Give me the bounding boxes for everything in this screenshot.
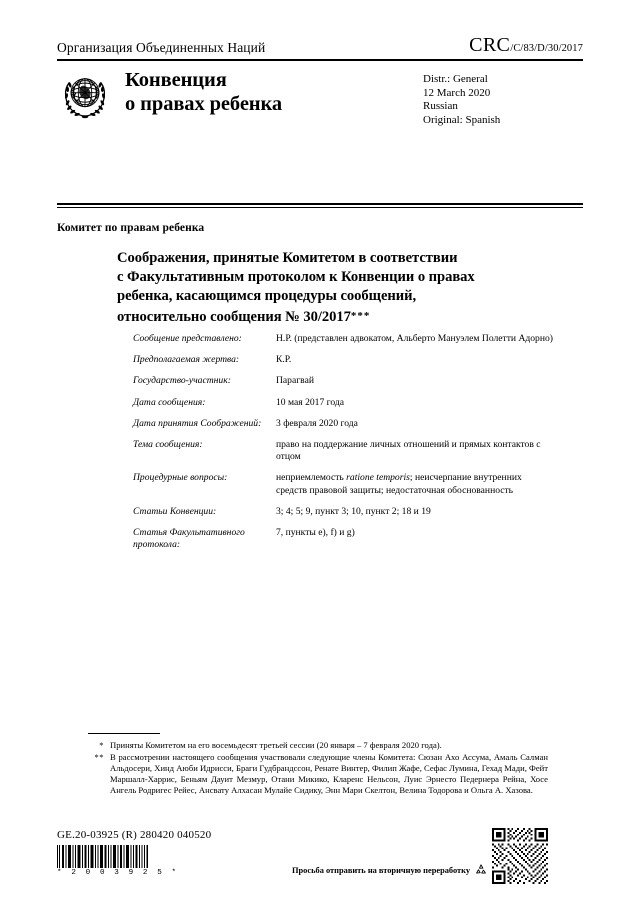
metadata-value: Парагвай xyxy=(276,375,314,387)
page-title-line4 xyxy=(117,307,547,327)
metadata-value: 10 мая 2017 года xyxy=(276,396,345,408)
title-footnote-marker: *** xyxy=(350,309,371,322)
metadata-label: Статья Факультативного протокола: xyxy=(133,527,245,551)
footnotes xyxy=(88,740,548,797)
organization-name: Организация Объединенных Наций xyxy=(57,40,266,55)
metadata-row xyxy=(133,418,553,430)
convention-title xyxy=(125,66,423,116)
metadata-label: Предполагаемая жертва: xyxy=(133,354,240,366)
footnote-text: В рассмотрении настоящего сообщения участвовали следующие члены Комитета: Сюзан Ахо Ассума, Амаль Салман Альдосери, Хинд Аюби Идрисси, Браги Гудбрандссон, Ренате Винтер, Филип Жафе, Сефас Лумина, Гехад Мади, Фейт Маршалл-Харрис, Беньям Дауит Мезмур, Отани Микико, Кларенс Нельсон, Луис Эрнесто Педернера Рейна, Хосе Ангель Родригес Рейес, Ансвату Алхасан Мулайе Сидику, Энн Мари Скелтон, Велина Тодорова и Ольга А. Хазова. xyxy=(110,752,548,796)
metadata-value xyxy=(276,472,553,496)
distribution-language: Russian xyxy=(423,100,458,113)
barcode xyxy=(57,845,179,877)
metadata-row xyxy=(133,354,553,366)
metadata-value-pre: неприемлемость xyxy=(276,472,347,484)
metadata-label: Тема сообщения: xyxy=(133,439,203,451)
metadata-label: Статьи Конвенции: xyxy=(133,505,217,517)
metadata-value: право на поддержание личных отношений и прямых контактов с отцом xyxy=(276,439,541,463)
metadata-value: К.Р. xyxy=(276,354,292,366)
document-symbol xyxy=(469,34,583,57)
metadata-value: 3; 4; 5; 9, пункт 3; 10, пункт 2; 18 и 19 xyxy=(276,505,431,517)
metadata-row xyxy=(133,333,553,345)
footnote-text: Приняты Комитетом на его восемьдесят третьей сессии (20 января – 7 февраля 2020 года). xyxy=(110,740,442,750)
ge-document-code: GE.20-03925 (R) 280420 040520 xyxy=(57,829,212,841)
footnote-item xyxy=(88,752,548,796)
distribution-type: Distr.: General xyxy=(423,73,488,85)
title-band xyxy=(57,66,583,127)
metadata-value: 3 февраля 2020 года xyxy=(276,417,358,429)
metadata-value-post: ; неисчерпание внутренних средств правовой защиты; недостаточная обоснованность xyxy=(276,472,522,496)
masthead-divider xyxy=(57,203,583,208)
metadata-label: Сообщение представлено: xyxy=(133,333,242,344)
metadata-label: Процедурные вопросы: xyxy=(133,472,228,484)
barcode-number: * 2 0 0 3 9 2 5 * xyxy=(57,869,179,877)
page-title-line3: ребенка, касающимся процедуры сообщений, xyxy=(117,288,417,305)
metadata-row xyxy=(133,527,553,551)
metadata-value: Н.Р. (представлен адвокатом, Альберто Мануэлем Полетти Адорно) xyxy=(276,333,553,344)
distribution-date: 12 March 2020 xyxy=(423,86,491,99)
metadata-label: Государство-участник: xyxy=(133,375,231,387)
organization-row xyxy=(57,34,583,57)
document-symbol-main: CRC xyxy=(469,34,511,56)
header-rule xyxy=(57,59,583,61)
masthead-header xyxy=(57,34,583,61)
footnote-marker: * xyxy=(99,740,104,750)
case-metadata-table xyxy=(133,333,553,560)
recycle-icon xyxy=(474,863,488,877)
metadata-row xyxy=(133,375,553,387)
convention-title-line2: о правах ребенка xyxy=(125,93,283,115)
footnote-marker: ** xyxy=(94,752,104,763)
metadata-value-latin-term: ratione temporis xyxy=(346,472,410,484)
footnote-separator xyxy=(88,733,160,734)
recycle-notice-text: Просьба отправить на вторичную переработку xyxy=(292,865,471,875)
metadata-value: 7, пункты e), f) и g) xyxy=(276,527,355,539)
page-title-line2: с Факультативным протоколом к Конвенции о правах xyxy=(117,269,475,286)
convention-title-line1: Конвенция xyxy=(125,69,227,91)
metadata-label: Дата принятия Соображений: xyxy=(133,417,262,429)
footnote-item xyxy=(88,740,548,751)
metadata-row xyxy=(133,397,553,409)
distribution-block xyxy=(423,66,583,127)
un-emblem-icon xyxy=(57,68,113,124)
metadata-row xyxy=(133,439,553,463)
distribution-original: Original: Spanish xyxy=(423,113,501,126)
metadata-label: Дата сообщения: xyxy=(133,396,206,408)
page-title xyxy=(117,249,547,327)
metadata-row xyxy=(133,506,553,518)
committee-name: Комитет по правам ребенка xyxy=(57,222,205,234)
page-title-line1: Соображения, принятые Комитетом в соответствии xyxy=(117,250,458,266)
metadata-row xyxy=(133,472,553,496)
page-title-line4-text: относительно сообщения № 30/2017 xyxy=(117,308,351,325)
document-symbol-sub: /C/83/D/30/2017 xyxy=(510,43,583,54)
recycle-notice xyxy=(292,863,488,877)
qr-code xyxy=(492,828,548,884)
